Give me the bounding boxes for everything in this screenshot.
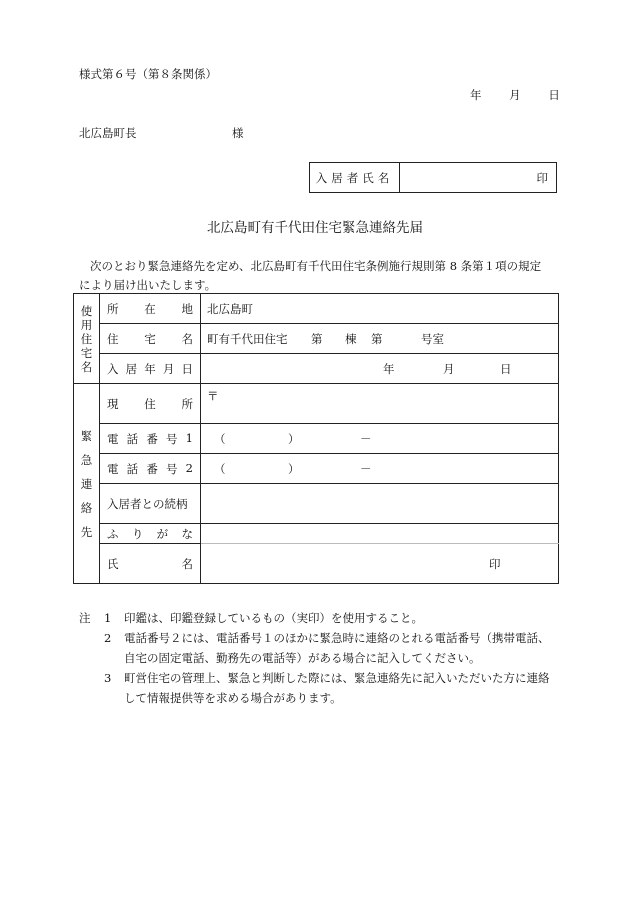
phone-1-label: 電 話 番 号 1 — [100, 424, 201, 454]
contact-form-table — [73, 293, 559, 584]
addressee-honorific: 様 — [232, 126, 244, 140]
location-field[interactable] — [201, 294, 559, 324]
table-row — [74, 424, 559, 454]
table-row — [74, 294, 559, 324]
resident-name-field[interactable] — [400, 163, 556, 192]
date-year: 年 — [470, 88, 482, 102]
phone-2-label: 電 話 番 号 2 — [100, 454, 201, 484]
intro-line-2: により届け出いたします。 — [79, 278, 217, 292]
location-label: 所 在 地 — [100, 294, 201, 324]
housing-group-label: 使 用 住 宅 名 — [74, 294, 100, 384]
residence-label: 住 宅 名 — [100, 324, 201, 354]
move-in-date-label: 入 居 年 月 日 — [100, 354, 201, 384]
submission-date[interactable] — [470, 87, 560, 103]
relationship-label: 入居者との続柄 — [100, 484, 201, 524]
resident-name-label: 入居者氏名 — [310, 163, 400, 192]
table-row — [74, 324, 559, 354]
table-row — [74, 354, 559, 384]
list-item: 2 電話番号２には、電話番号１のほかに緊急時に連絡のとれる電話番号（携帯電話、自宅の固定電話、勤務先の電話等）がある場合に記入してください。 — [104, 631, 550, 665]
intro-line-1: 次のとおり緊急連絡先を定め、北広島町有千代田住宅条例施行規則第 8 条第１項の規定 — [90, 259, 542, 273]
notes — [79, 608, 559, 708]
table-row — [74, 544, 559, 584]
table-row — [74, 524, 559, 544]
document-title: 北広島町有千代田住宅緊急連絡先届 — [207, 220, 423, 236]
phone-2-field[interactable]: （ ） － — [201, 454, 559, 484]
move-in-date-field[interactable]: 年 月 日 — [201, 354, 559, 384]
list-item: 3 町営住宅の管理上、緊急と判断した際には、緊急連絡先に記入いただいた方に連絡して情報提供等を求める場合があります。 — [104, 671, 550, 705]
emergency-contact-group-label: 緊 急 連 絡 先 — [74, 384, 100, 584]
table-row — [74, 484, 559, 524]
residence-field[interactable]: 町有千代田住宅 第 棟 第 号室 — [201, 324, 559, 354]
phone-1-field[interactable]: （ ） － — [201, 424, 559, 454]
postal-mark: 〒 — [207, 389, 219, 403]
contact-name-field[interactable] — [201, 544, 559, 584]
form-number: 様式第６号（第８条関係） — [79, 67, 217, 81]
current-address-label: 現 住 所 — [100, 384, 201, 424]
resident-name-box — [309, 162, 557, 193]
furigana-label: ふ り が な — [100, 524, 201, 544]
table-row — [74, 454, 559, 484]
addressee: 北広島町長 — [79, 126, 137, 140]
date-month: 月 — [509, 88, 521, 102]
location-value: 北広島町 — [207, 301, 253, 316]
contact-name-label: 氏 名 — [100, 544, 201, 584]
date-day: 日 — [548, 88, 560, 102]
list-item: 注 1 印鑑は、印鑑登録しているもの（実印）を使用すること。 — [79, 608, 559, 628]
seal-mark: 印 — [536, 170, 548, 185]
seal-mark: 印 — [489, 556, 501, 571]
current-address-field[interactable] — [201, 384, 559, 424]
notes-head: 注 — [79, 611, 91, 625]
residence-value: 町有千代田住宅 — [207, 331, 288, 346]
table-row — [74, 384, 559, 424]
furigana-field[interactable] — [201, 524, 559, 544]
relationship-field[interactable] — [201, 484, 559, 524]
